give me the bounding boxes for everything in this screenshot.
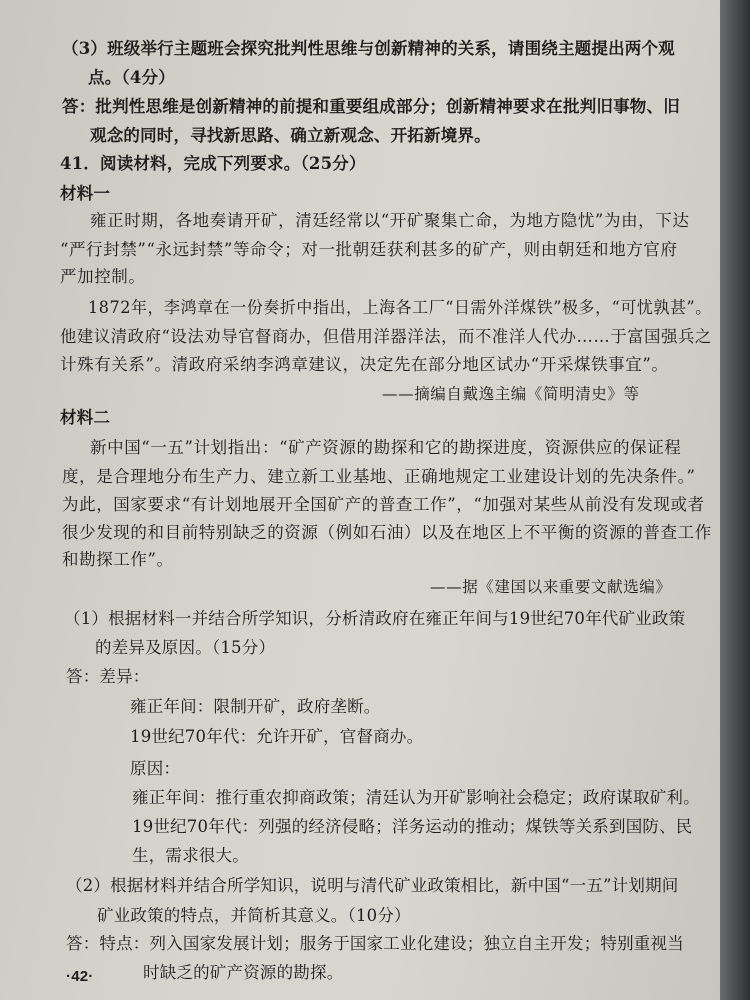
material-1-paragraph-2-line-2: 他建议清政府“设法劝导官督商办，但借用洋器洋法，而不准洋人代办……于富国强兵之 <box>60 327 712 346</box>
page-number: ·42· <box>66 968 94 985</box>
book-spine-shadow <box>720 0 750 1000</box>
material-1-paragraph-1-line-2: “严行封禁”“永远封禁”等命令；对一批朝廷获利甚多的矿产，则由朝廷和地方官府 <box>60 240 678 259</box>
answer-1-1870s-reason-line-1: 19世纪70年代：列强的经济侵略；洋务运动的推动；煤铁等关系到国防、民 <box>132 817 693 836</box>
material-2-heading: 材料二 <box>60 408 111 427</box>
material-2-line-1: 新中国“一五”计划指出：“矿产资源的勘探和它的勘探进度，资源供应的保证程 <box>90 438 682 457</box>
material-2-line-3: 为此，国家要求“有计划地展开全国矿产的普查工作”，“加强对某些从前没有发现或者 <box>62 495 705 514</box>
material-1-heading: 材料一 <box>60 184 111 203</box>
material-1-source: ——摘编自戴逸主编《简明清史》等 <box>382 385 640 403</box>
question-3-prompt-line-1: （3）班级举行主题班会探究批判性思维与创新精神的关系，请围绕主题提出两个观 <box>62 39 675 58</box>
material-2-line-2: 度，是合理地分布生产力、建立新工业基地、正确地规定工业建设计划的先决条件。” <box>62 467 696 486</box>
answer-1-reason-label: 原因： <box>130 759 181 778</box>
material-1-paragraph-2-line-3: 计殊有关系”。清政府采纳李鸿章建议，决定先在部分地区试办“开采煤铁事宜”。 <box>60 355 669 374</box>
answer-2-line-1: 答：特点：列入国家发展计划；服务于国家工业化建设；独立自主开发；特别重视当 <box>66 934 684 953</box>
sub-question-1-line-1: （1）根据材料一并结合所学知识，分析清政府在雍正年间与19世纪70年代矿业政策 <box>64 609 686 628</box>
answer-1-yongzheng-reason: 雍正年间：推行重农抑商政策；清廷认为开矿影响社会稳定；政府谋取矿利。 <box>132 788 700 807</box>
question-3-answer-line-1: 答：批判性思维是创新精神的前提和重要组成部分；创新精神要求在批判旧事物、旧 <box>62 97 680 116</box>
sub-question-1-line-2: 的差异及原因。（15分） <box>95 638 276 657</box>
sub-question-2-line-2: 矿业政策的特点，并简析其意义。（10分） <box>97 906 411 925</box>
answer-1-1870s-difference: 19世纪70年代：允许开矿，官督商办。 <box>130 727 424 746</box>
question-3-prompt-line-2: 点。（4分） <box>88 68 175 87</box>
answer-1-difference-label: 答：差异： <box>66 667 150 686</box>
question-3-answer-line-2: 观念的同时，寻找新思路、确立新观念、开拓新境界。 <box>90 126 491 145</box>
material-2-source: ——据《建国以来重要文献选编》 <box>430 578 672 596</box>
material-1-paragraph-1-line-3: 严加控制。 <box>60 267 146 286</box>
question-41-heading: 41．阅读材料，完成下列要求。（25分） <box>60 154 366 173</box>
material-2-line-4: 很少发现的和目前特别缺乏的资源（例如石油）以及在地区上不平衡的资源的普查工作 <box>62 523 712 542</box>
material-2-line-5: 和勘探工作”。 <box>62 550 174 569</box>
answer-1-yongzheng-difference: 雍正年间：限制开矿，政府垄断。 <box>130 697 381 716</box>
answer-2-line-2: 时缺乏的矿产资源的勘探。 <box>143 963 344 982</box>
answer-1-1870s-reason-line-2: 生，需求很大。 <box>132 846 249 865</box>
material-1-paragraph-2-line-1: 1872年，李鸿章在一份奏折中指出，上海各工厂“日需外洋煤铁”极多，“可忧孰甚”。 <box>88 298 712 317</box>
sub-question-2-line-1: （2）根据材料并结合所学知识，说明与清代矿业政策相比，新中国“一五”计划期间 <box>66 876 679 895</box>
material-1-paragraph-1-line-1: 雍正时期，各地奏请开矿，清廷经常以“开矿聚集亡命，为地方隐忧”为由，下达 <box>90 211 690 230</box>
